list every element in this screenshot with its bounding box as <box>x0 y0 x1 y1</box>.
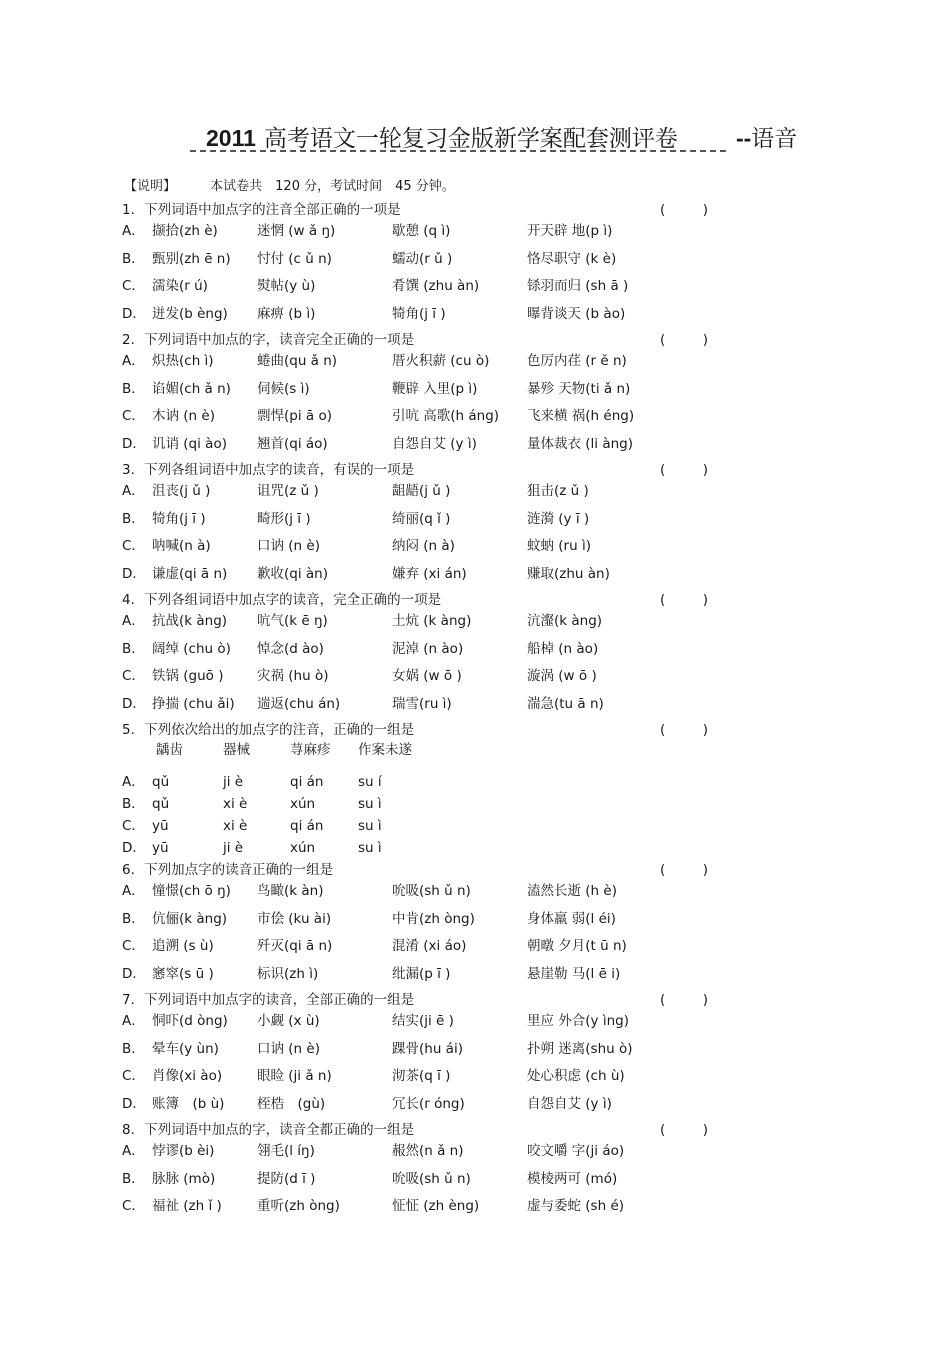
question-block <box>122 200 722 330</box>
paren-close: ) <box>702 332 708 348</box>
option-pinyin: xi è <box>223 818 248 834</box>
option-row[interactable] <box>122 248 722 276</box>
answer-blank[interactable] <box>660 200 708 220</box>
option-row[interactable] <box>122 1038 722 1066</box>
option-term: 沮丧(j ǔ ) <box>152 483 211 499</box>
option-term: 赚取(zhu àn) <box>527 565 610 582</box>
option-term: 肖像(xi ào) <box>152 1068 223 1084</box>
option-row[interactable] <box>122 1168 722 1196</box>
question-block <box>122 590 722 720</box>
option-pinyin: su í <box>358 774 382 790</box>
option-term: 伺候(s ì) <box>257 380 310 397</box>
option-row[interactable] <box>122 638 722 666</box>
option-term: 湍急(tu ā n) <box>527 695 604 712</box>
option-row[interactable] <box>122 772 722 794</box>
question-block <box>122 460 722 590</box>
option-row[interactable] <box>122 433 722 461</box>
option-letter: D． <box>122 695 146 712</box>
option-term: 畸形(j ī ) <box>257 510 311 527</box>
option-term: 身体羸 弱(l éi) <box>527 910 616 927</box>
option-row[interactable] <box>122 935 722 963</box>
question-text: 1．下列词语中加点字的注音全部正确的一项是 <box>122 202 401 218</box>
option-row[interactable] <box>122 480 722 508</box>
option-term: 账簿 (b ù) <box>152 1095 225 1112</box>
option-term: 憧憬(ch ō ŋ) <box>152 883 231 899</box>
option-term: 歼灭(qi ā n) <box>257 938 333 954</box>
title-dash: -- <box>735 125 752 151</box>
paren-close: ) <box>702 1122 708 1138</box>
option-term: 溘然长逝 (h è) <box>527 883 617 899</box>
option-term: 嫌弃 (xi án) <box>392 565 467 582</box>
question-text: 2．下列词语中加点的字，读音完全正确的一项是 <box>122 332 415 348</box>
option-row[interactable] <box>122 963 722 991</box>
option-letter: C． <box>122 818 145 834</box>
option-term: 处心积虑 (ch ù) <box>527 1068 625 1084</box>
question-text: 8．下列词语中加点的字，读音全都正确的一组是 <box>122 1122 415 1138</box>
answer-blank[interactable] <box>660 1120 708 1140</box>
option-term: 犄角(j ī ) <box>392 305 446 322</box>
option-term: 土炕 (k àng) <box>392 613 472 629</box>
option-term: 遄返(chu án) <box>257 695 341 712</box>
option-row[interactable] <box>122 610 722 638</box>
option-term: 结实(ji ē ) <box>392 1013 454 1029</box>
option-term: 炽热(ch ì) <box>152 353 214 369</box>
question-block <box>122 990 722 1120</box>
option-term: 开天辟 地(p ì) <box>527 223 613 239</box>
answer-blank[interactable] <box>660 330 708 350</box>
option-pinyin: yū <box>152 818 169 834</box>
option-term: 涟漪 (y ī ) <box>527 510 590 527</box>
option-row[interactable] <box>122 816 722 838</box>
option-term: 中肯(zh òng) <box>392 910 475 927</box>
option-term: 色厉内荏 (r ě n) <box>527 353 627 369</box>
option-term: 自怨自艾 (y ì) <box>527 1095 612 1112</box>
option-letter: A． <box>122 1143 145 1159</box>
question-text: 5．下列依次给出的加点字的注音，正确的一组是 <box>122 722 415 738</box>
answer-blank[interactable] <box>660 860 708 880</box>
option-term: 灾祸 (hu ò) <box>257 668 329 684</box>
option-term: 踝骨(hu ái) <box>392 1040 463 1057</box>
option-term: 小觑 (x ù) <box>257 1013 320 1029</box>
given-words <box>122 740 722 772</box>
paren-open: ( <box>660 992 666 1008</box>
paren-open: ( <box>660 1122 666 1138</box>
option-row[interactable] <box>122 405 722 433</box>
option-term: 谦虚(qi ā n) <box>152 565 228 582</box>
option-term: 麻痹 (b ì) <box>257 305 316 322</box>
option-term: 鞭辟 入里(p ì) <box>392 380 478 397</box>
option-term: 重听(zh òng) <box>257 1198 340 1214</box>
option-term: 吭气(k ē ŋ) <box>257 613 328 629</box>
option-term: 标识(zh ì) <box>257 965 319 982</box>
option-term: 绮丽(q ǐ ) <box>392 510 451 527</box>
option-term: 提防(d ī ) <box>257 1170 316 1187</box>
option-term: 悬崖勒 马(l ē i) <box>527 965 621 982</box>
given-word: 器械 <box>223 742 250 758</box>
option-term: 挣揣 (chu ǎi) <box>152 695 235 712</box>
question-block <box>122 720 722 860</box>
paren-close: ) <box>702 862 708 878</box>
question-stem <box>122 720 722 740</box>
option-term: 铩羽而归 (sh ā ) <box>527 278 629 294</box>
question-stem <box>122 990 722 1010</box>
paren-open: ( <box>660 332 666 348</box>
paren-close: ) <box>702 462 708 478</box>
question-stem <box>122 590 722 610</box>
option-term: 谄媚(ch ǎ n) <box>152 380 231 397</box>
option-term: 纰漏(p ī ) <box>392 965 451 982</box>
option-pinyin: qǔ <box>152 796 170 812</box>
title-text: 高考语文一轮复习金版新学案配套测评卷 <box>263 126 678 152</box>
question-stem <box>122 330 722 350</box>
option-row[interactable] <box>122 1195 722 1223</box>
option-row[interactable] <box>122 794 722 816</box>
option-letter: D． <box>122 1095 146 1112</box>
option-row[interactable] <box>122 303 722 331</box>
option-term: 蚊蚋 (ru ì) <box>527 538 591 554</box>
option-term: 诅咒(z ǔ ) <box>257 483 319 499</box>
title-year: 2011 <box>206 125 256 151</box>
option-term: 忖付 (c ǔ n) <box>257 250 332 267</box>
question-text: 4．下列各组词语中加点字的读音，完全正确的一项是 <box>122 592 442 608</box>
option-letter: C． <box>122 668 145 684</box>
question-text: 7．下列词语中加点字的读音，全部正确的一组是 <box>122 992 415 1008</box>
option-term: 木讷 (n è) <box>152 408 215 424</box>
option-term: 眼睑 (ji ǎ n) <box>257 1068 332 1084</box>
given-word: 作案未遂 <box>358 742 412 758</box>
option-letter: B． <box>122 1170 145 1187</box>
option-term: 口讷 (n è) <box>257 1040 320 1057</box>
option-row[interactable] <box>122 880 722 908</box>
option-pinyin: su ì <box>358 796 382 812</box>
option-row[interactable] <box>122 665 722 693</box>
option-term: 赧然(n ǎ n) <box>392 1143 464 1159</box>
question-text: 6．下列加点字的读音正确的一组是 <box>122 862 334 878</box>
exam-note <box>124 175 455 194</box>
option-term: 熨帖(y ù) <box>257 278 316 294</box>
option-term: 伉俪(k àng) <box>152 910 228 927</box>
option-term: 龃龉(j ǔ ) <box>392 483 451 499</box>
option-pinyin: yū <box>152 840 169 856</box>
question-block <box>122 860 722 990</box>
note-text: 本试卷共 120 分，考试时间 45 分钟。 <box>210 179 455 194</box>
option-letter: B． <box>122 380 145 397</box>
option-letter: A． <box>122 1013 145 1029</box>
answer-blank[interactable] <box>660 590 708 610</box>
option-term: 肴馔 (zhu àn) <box>392 278 480 294</box>
option-term: 恫吓(d òng) <box>152 1013 228 1029</box>
option-term: 翎毛(l íŋ) <box>257 1143 315 1159</box>
option-letter: C． <box>122 538 145 554</box>
option-term: 吮吸(sh ǔ n) <box>392 883 471 899</box>
question-block <box>122 330 722 460</box>
option-pinyin: xún <box>290 840 316 856</box>
option-row[interactable] <box>122 563 722 591</box>
option-term: 自怨自艾 (y ì) <box>392 435 477 452</box>
option-row[interactable] <box>122 1093 722 1121</box>
option-letter: D． <box>122 565 146 582</box>
answer-blank[interactable] <box>660 720 708 740</box>
option-pinyin: qǔ <box>152 774 170 790</box>
option-term: 迷惘 (w ǎ ŋ) <box>257 223 336 239</box>
option-term: 鸟瞰(k àn) <box>257 883 324 899</box>
question-text: 3．下列各组词语中加点字的读音，有误的一项是 <box>122 462 415 478</box>
option-letter: B． <box>122 1040 145 1057</box>
option-row[interactable] <box>122 908 722 936</box>
option-term: 窸窣(s ū ) <box>152 965 214 982</box>
option-pinyin: su ì <box>358 818 382 834</box>
option-term: 晕车(y ùn) <box>152 1040 219 1057</box>
option-pinyin: xi è <box>223 796 248 812</box>
option-term: 脉脉 (mò) <box>152 1170 216 1187</box>
paren-close: ) <box>702 722 708 738</box>
option-letter: C． <box>122 938 145 954</box>
option-term: 口讷 (n è) <box>257 538 320 554</box>
given-word: 荨麻疹 <box>290 742 331 758</box>
question-stem <box>122 1120 722 1140</box>
option-letter: B． <box>122 796 145 812</box>
option-term: 沏茶(q ī ) <box>392 1068 451 1084</box>
page-title <box>206 120 797 153</box>
option-term: 暴殄 天物(ti ǎ n) <box>527 380 631 397</box>
option-term: 濡染(r ú) <box>152 278 208 294</box>
option-row[interactable] <box>122 838 722 860</box>
option-row[interactable] <box>122 350 722 378</box>
option-row[interactable] <box>122 1065 722 1093</box>
option-row[interactable] <box>122 220 722 248</box>
option-letter: D． <box>122 840 146 856</box>
option-term: 迸发(b èng) <box>152 305 228 322</box>
option-term: 市侩 (ku ài) <box>257 910 332 927</box>
option-term: 里应 外合(y ìng) <box>527 1013 629 1029</box>
title-topic: 语音 <box>751 126 798 152</box>
option-pinyin: ji è <box>223 840 244 856</box>
note-label: 【说明】 <box>124 179 177 194</box>
paren-close: ) <box>702 202 708 218</box>
option-term: 厝火积薪 (cu ò) <box>392 353 490 369</box>
option-letter: B． <box>122 510 145 527</box>
paren-close: ) <box>702 992 708 1008</box>
option-letter: A． <box>122 223 145 239</box>
option-term: 蠕动(r ǔ ) <box>392 250 453 267</box>
option-term: 抗战(k àng) <box>152 613 228 629</box>
option-pinyin: qi án <box>290 818 324 834</box>
option-letter: A． <box>122 774 145 790</box>
question-stem <box>122 860 722 880</box>
option-term: 讥诮 (qi ào) <box>152 435 227 452</box>
option-term: 吮吸(sh ǔ n) <box>392 1170 471 1187</box>
option-term: 女娲 (w ō ) <box>392 668 462 684</box>
option-term: 福祉 (zh ǐ ) <box>152 1198 222 1214</box>
option-term: 漩涡 (w ō ) <box>527 668 597 684</box>
option-letter: B． <box>122 640 145 657</box>
answer-blank[interactable] <box>660 990 708 1010</box>
option-term: 船棹 (n ào) <box>527 640 599 657</box>
option-term: 沆瀣(k àng) <box>527 613 603 629</box>
option-term: 扑朔 迷离(shu ò) <box>527 1040 633 1057</box>
option-term: 追溯 (s ù) <box>152 938 214 954</box>
option-letter: D． <box>122 435 146 452</box>
option-term: 悖谬(b èi) <box>152 1143 215 1159</box>
option-term: 恪尽职守 (k è) <box>527 250 617 267</box>
option-term: 歉收(qi àn) <box>257 565 328 582</box>
answer-blank[interactable] <box>660 460 708 480</box>
option-term: 模棱两可 (mó) <box>527 1170 618 1187</box>
option-term: 瑞雪(ru ì) <box>392 695 452 712</box>
option-term: 引吭 高歌(h áng) <box>392 408 500 424</box>
option-letter: A． <box>122 883 145 899</box>
option-term: 泥淖 (n ào) <box>392 640 464 657</box>
option-letter: C． <box>122 408 145 424</box>
option-row[interactable] <box>122 693 722 721</box>
option-term: 蜷曲(qu ǎ n) <box>257 353 338 369</box>
option-term: 纳闷 (n à) <box>392 538 455 554</box>
option-term: 飞来横 祸(h éng) <box>527 408 635 424</box>
option-pinyin: qi án <box>290 774 324 790</box>
option-pinyin: su ì <box>358 840 382 856</box>
question-list <box>122 200 722 1223</box>
option-term: 呐喊(n à) <box>152 538 211 554</box>
option-term: 混淆 (xi áo) <box>392 938 467 954</box>
option-row[interactable] <box>122 535 722 563</box>
option-term: 虚与委蛇 (sh é) <box>527 1198 625 1214</box>
option-term: 量体裁衣 (li àng) <box>527 435 634 452</box>
paren-open: ( <box>660 722 666 738</box>
option-row[interactable] <box>122 1140 722 1168</box>
option-term: 歇憩 (q ì) <box>392 223 451 239</box>
question-block <box>122 1120 722 1223</box>
option-term: 阔绰 (chu ò) <box>152 640 231 657</box>
option-term: 撷拾(zh è) <box>152 223 218 239</box>
option-term: 怔怔 (zh èng) <box>392 1198 480 1214</box>
option-letter: D． <box>122 965 146 982</box>
title-suffix <box>736 126 797 152</box>
option-letter: B． <box>122 250 145 267</box>
option-row[interactable] <box>122 1010 722 1038</box>
option-term: 朝暾 夕月(t ū n) <box>527 938 627 954</box>
option-pinyin: ji è <box>223 774 244 790</box>
title-divider <box>190 150 726 152</box>
option-row[interactable] <box>122 508 722 536</box>
option-letter: B． <box>122 910 145 927</box>
option-term: 铁锅 (guō ) <box>152 668 224 684</box>
option-letter: A． <box>122 613 145 629</box>
paren-close: ) <box>702 592 708 608</box>
option-letter: A． <box>122 353 145 369</box>
option-term: 曝背谈天 (b ào) <box>527 305 626 322</box>
option-term: 咬文嚼 字(ji áo) <box>527 1143 625 1159</box>
question-stem <box>122 200 722 220</box>
option-term: 剽悍(pi ā o) <box>257 408 332 424</box>
paren-open: ( <box>660 592 666 608</box>
option-term: 翘首(qi áo) <box>257 435 328 452</box>
paren-open: ( <box>660 462 666 478</box>
option-letter: C． <box>122 1068 145 1084</box>
option-letter: A． <box>122 483 145 499</box>
option-row[interactable] <box>122 378 722 406</box>
option-term: 甄别(zh ē n) <box>152 250 231 267</box>
option-term: 桎梏 (gù) <box>257 1095 326 1112</box>
question-stem <box>122 460 722 480</box>
option-row[interactable] <box>122 275 722 303</box>
option-term: 悼念(d ào) <box>257 640 324 657</box>
option-term: 犄角(j ī ) <box>152 510 206 527</box>
option-pinyin: xún <box>290 796 316 812</box>
option-letter: D． <box>122 305 146 322</box>
paren-open: ( <box>660 202 666 218</box>
paren-open: ( <box>660 862 666 878</box>
option-term: 冗长(r óng) <box>392 1095 465 1112</box>
given-word: 龋齿 <box>156 742 183 758</box>
option-letter: C． <box>122 278 145 294</box>
option-letter: C． <box>122 1198 145 1214</box>
option-term: 狙击(z ǔ ) <box>527 483 589 499</box>
